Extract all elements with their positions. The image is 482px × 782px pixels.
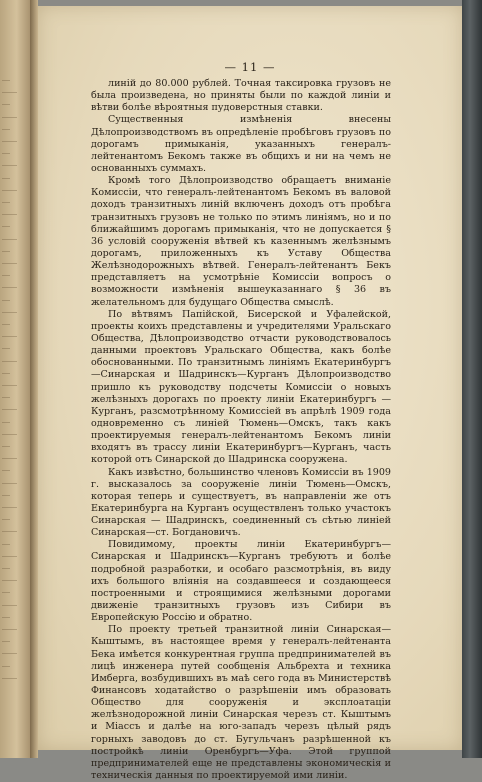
- facing-page-line: [2, 483, 17, 484]
- facing-page-line: [2, 580, 17, 581]
- paragraph: По вѣтвямъ Папійской, Бисерской и Уфалейской, проекты коихъ представлены и учредителями Уральскаго Общества, Дѣлопроизводство отчасти руководствовалось данными проектовъ Уральскаго Общества, какъ болѣе обоснованными. По транзитнымъ линіямъ Екатеринбургъ—Синарская и Шадринскъ—Курганъ Дѣлопроизводство пришло къ руководству подсчеты Комиссіи о новыхъ желѣзныхъ дорогахъ по проекту линіи Екатеринбургъ — Курганъ, разсмотрѣнному Комиссіей въ апрѣлѣ 1909 года одновременно съ линіей Тюмень—Омскъ, такъ какъ проектируемыя генералъ-лейтенантомъ Бекомъ линіи входятъ въ трассу линіи Екатеринбургъ—Курганъ, часть которой отъ Синарской до Шадринска сооружена.: [91, 308, 391, 466]
- facing-page-line: [2, 275, 10, 276]
- facing-page-line: [2, 495, 10, 496]
- page-text: [91, 78, 391, 782]
- facing-page-line: [2, 422, 10, 423]
- facing-page-line: [2, 385, 17, 386]
- paragraph: Какъ извѣстно, большинство членовъ Комиссіи въ 1909 г. высказалось за сооруженіе линіи Тюмень—Омскъ, которая теперь и существуетъ, въ направленіи же отъ Екатеринбурга на Курганъ осуществленъ только участокъ Синарская — Шадринскъ, соединенный съ сѣтью линіей Синарская—ст. Богдановичъ.: [91, 466, 391, 539]
- book-spine: [30, 0, 38, 758]
- facing-page-line: [2, 324, 10, 325]
- facing-page-line: [2, 434, 17, 435]
- facing-page-line: [2, 678, 17, 679]
- facing-page-line: [2, 446, 10, 447]
- facing-page-line: [2, 263, 17, 264]
- facing-page-line: [2, 666, 10, 667]
- facing-page-line: [2, 361, 17, 362]
- facing-page-line: [2, 214, 17, 215]
- facing-page-line: [2, 531, 17, 532]
- facing-page-line: [2, 141, 17, 142]
- facing-page-line: [2, 178, 10, 179]
- facing-page-line: [2, 373, 10, 374]
- facing-page-line: [2, 92, 17, 93]
- facing-page-line: [2, 605, 17, 606]
- paragraph: Повидимому, проекты линіи Екатеринбургъ—Синарская и Шадринскъ—Курганъ требуютъ и болѣе подробной разработки, и особаго разсмотрѣнія, въ виду ихъ большого вліянія на создавшееся и создающееся построенными и строящимися желѣзными дорогами движеніе транзитныхъ грузовъ изъ Сибири въ Европейскую Россію и обратно.: [91, 539, 391, 624]
- paragraph: По проекту третьей транзитной линіи Синарская—Кыштымъ, въ настоящее время у генералъ-лейтенанта Бека имѣется конкурентная группа предпринимателей въ лицѣ инженера путей сообщенія Альбрехта и техника Имберга, возбудившихъ въ маѣ сего года въ Министерствѣ Финансовъ ходатайство о разрѣшеніи имъ образовать Общество для сооруженія и эксплоатаціи желѣзнодорожной линіи Синарская черезъ ст. Кыштымъ и Міассъ и далѣе на юго-западъ черезъ цѣлый рядъ горныхъ заводовъ до ст. Бугульчанъ разрѣшенной къ постройкѣ линіи Оренбургъ—Уфа. Этой группой предпринимателей еще не представлены экономическія и техническія данныя по проектируемой ими линіи.: [91, 624, 391, 782]
- facing-page-line: [2, 287, 17, 288]
- paragraph: Существенныя измѣненія внесены Дѣлопроизводствомъ въ опредѣленіе пробѣговъ грузовъ по дорогамъ примыканія, указанныхъ генералъ-лейтенантомъ Бекомъ также въ общихъ и ни на чемъ не основанныхъ суммахъ.: [91, 114, 391, 174]
- facing-page-line: [2, 568, 10, 569]
- facing-page-line: [2, 300, 10, 301]
- facing-page-line: [2, 190, 17, 191]
- facing-page-line: [2, 617, 10, 618]
- facing-page-line: [2, 519, 10, 520]
- facing-page-line: [2, 409, 17, 410]
- paragraph: линій до 80.000 рублей. Точная таксировка грузовъ не была произведена, но приняты были по каждой линіи и вѣтви болѣе вѣроятныя пудоверстныя ставки.: [91, 78, 391, 114]
- facing-page-line: [2, 458, 17, 459]
- facing-page-line: [2, 129, 10, 130]
- facing-page-line: [2, 592, 10, 593]
- facing-page-line: [2, 629, 17, 630]
- facing-page-line: [2, 641, 10, 642]
- facing-page-line: [2, 153, 10, 154]
- facing-page-line: [2, 117, 17, 118]
- facing-page-line: [2, 653, 17, 654]
- facing-page-line: [2, 202, 10, 203]
- facing-page-line: [2, 397, 10, 398]
- left-page-edge: [0, 0, 30, 758]
- facing-page-line: [2, 470, 10, 471]
- facing-page-line: [2, 80, 10, 81]
- facing-page-line: [2, 336, 17, 337]
- book-cover-edge: [462, 0, 482, 758]
- page-number: — 11 —: [224, 60, 276, 74]
- facing-page-line: [2, 312, 17, 313]
- facing-page-line: [2, 507, 17, 508]
- facing-page-line: [2, 544, 10, 545]
- facing-page-line: [2, 251, 10, 252]
- facing-page-line: [2, 226, 10, 227]
- facing-page-line: [2, 556, 17, 557]
- facing-page-line: [2, 348, 10, 349]
- book-page: [38, 6, 462, 782]
- facing-page-line: [2, 104, 10, 105]
- facing-page-line: [2, 239, 17, 240]
- paragraph: Кромѣ того Дѣлопроизводство обращаетъ вниманіе Комиссіи, что генералъ-лейтенантомъ Бекомъ въ валовой доходъ транзитныхъ линій включенъ доходъ отъ пробѣга транзитныхъ грузовъ не только по этимъ линіямъ, но и по ближайшимъ дорогамъ примыканія, что не допускается § 36 условій сооруженія вѣтвей къ казеннымъ желѣзнымъ дорогамъ, приложенныхъ къ Уставу Общества Желѣзнодорожныхъ вѣтвей. Генералъ-лейтенантъ Бекъ представляетъ на усмотрѣніе Комиссіи вопросъ о возможности измѣненія вышеуказаннаго § 36 въ желательномъ для будущаго Общества смыслѣ.: [91, 175, 391, 308]
- facing-page-line: [2, 165, 17, 166]
